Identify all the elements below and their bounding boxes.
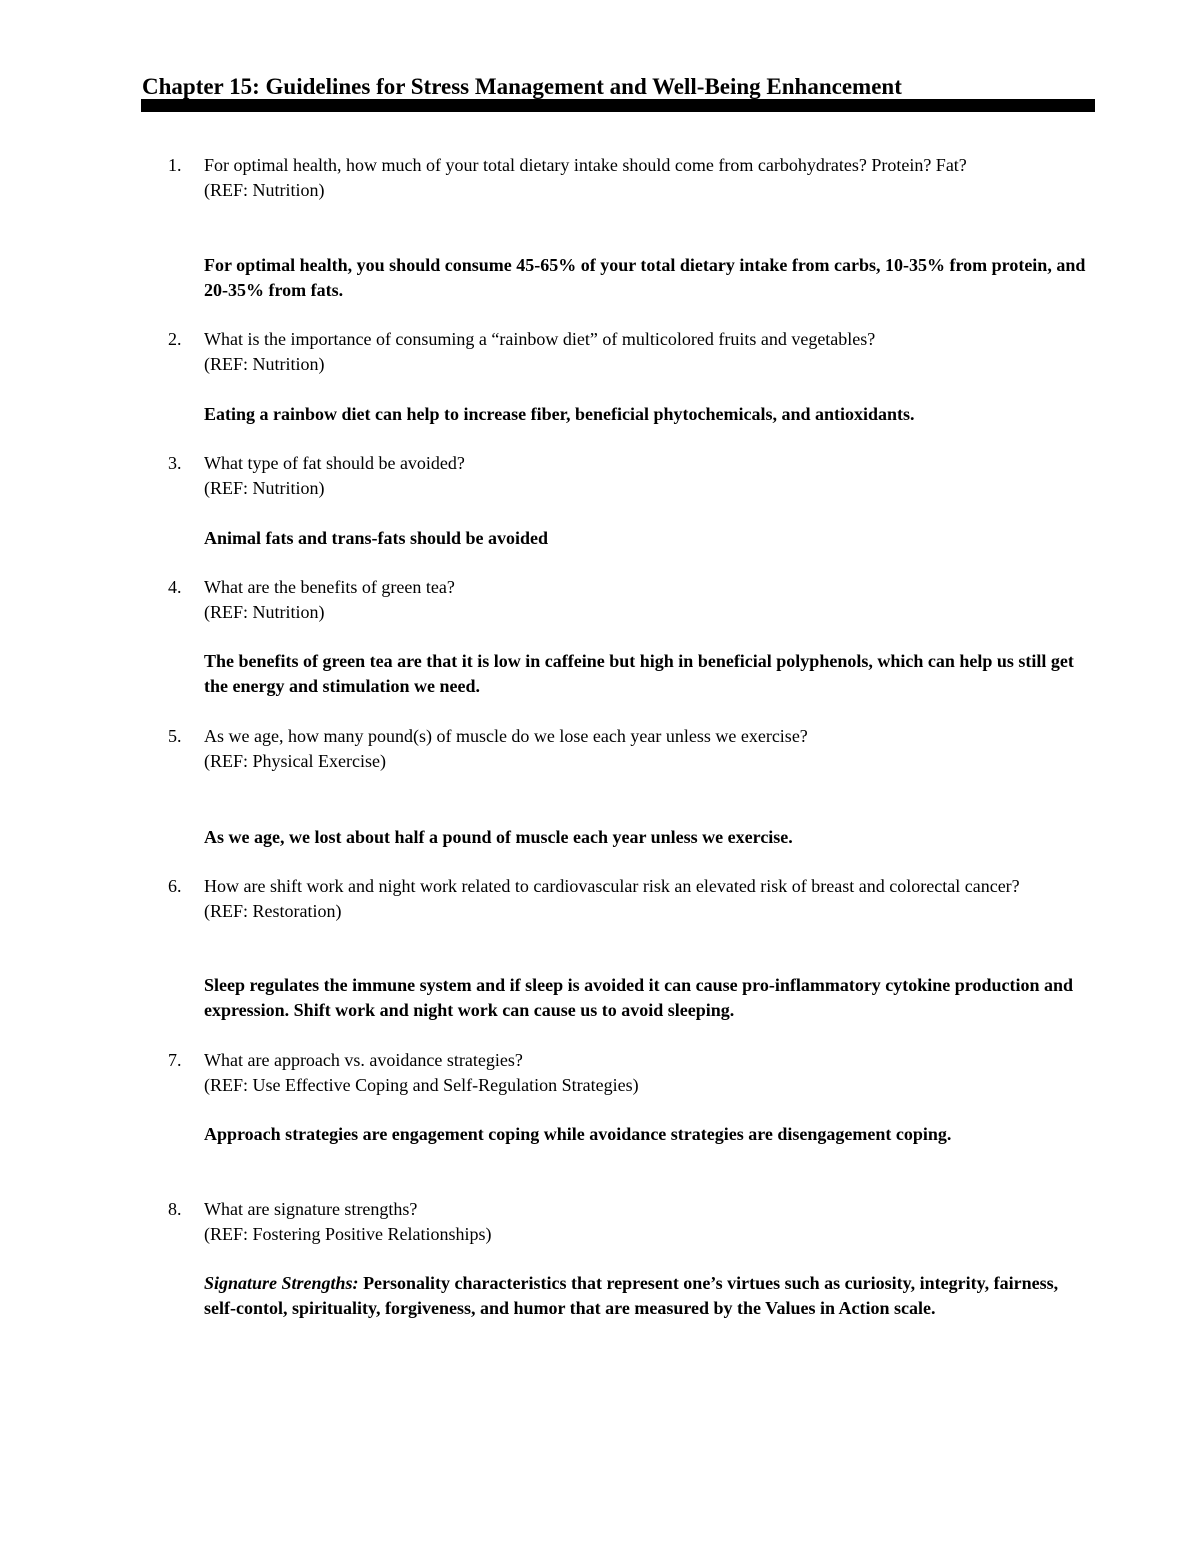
question-reference: (REF: Physical Exercise)	[204, 751, 386, 771]
question-number: 5.	[168, 726, 182, 746]
question-reference: (REF: Nutrition)	[204, 602, 325, 622]
question-reference: (REF: Fostering Positive Relationships)	[204, 1224, 492, 1244]
question-prompt: How are shift work and night work related to cardiovascular risk an elevated risk of breast and colorectal cancer?	[204, 876, 1020, 896]
title-rule	[141, 99, 1095, 112]
question-number: 6.	[168, 876, 182, 896]
answer-text	[204, 1271, 1094, 1321]
question-text	[204, 874, 1034, 924]
question-reference: (REF: Nutrition)	[204, 180, 325, 200]
question-number: 1.	[168, 155, 182, 175]
question-text	[204, 153, 1084, 203]
question-prompt: What are approach vs. avoidance strategies?	[204, 1050, 523, 1070]
page-title: Chapter 15: Guidelines for Stress Management and Well-Being Enhancement	[142, 74, 902, 99]
question-number: 8.	[168, 1199, 182, 1219]
question-number: 7.	[168, 1050, 182, 1070]
question-reference: (REF: Nutrition)	[204, 354, 325, 374]
question-prompt: What type of fat should be avoided?	[204, 453, 465, 473]
question-prompt: As we age, how many pound(s) of muscle do we lose each year unless we exercise?	[204, 726, 808, 746]
answer-text: As we age, we lost about half a pound of muscle each year unless we exercise.	[204, 827, 793, 847]
question-reference: (REF: Use Effective Coping and Self-Regulation Strategies)	[204, 1075, 639, 1095]
question-text	[204, 1048, 1104, 1098]
question-prompt: What are the benefits of green tea?	[204, 577, 455, 597]
question-reference: (REF: Restoration)	[204, 901, 342, 921]
question-text	[204, 327, 1104, 377]
question-number: 2.	[168, 329, 182, 349]
question-prompt: For optimal health, how much of your total dietary intake should come from carbohydrates? Protein? Fat?	[204, 155, 967, 175]
question-prompt: What are signature strengths?	[204, 1199, 418, 1219]
question-text	[204, 724, 1104, 774]
answer-text: The benefits of green tea are that it is low in caffeine but high in beneficial polyphenols, which can help us still get the energy and stimulation we need.	[204, 651, 1074, 696]
question-text	[204, 1197, 1104, 1247]
question-prompt: What is the importance of consuming a “rainbow diet” of multicolored fruits and vegetables?	[204, 329, 876, 349]
question-reference: (REF: Nutrition)	[204, 478, 325, 498]
answer-definition: Personality characteristics that represent one’s virtues such as curiosity, integrity, fairness, self-contol, spirituality, forgiveness, and humor that are measured by the Values in Action scale.	[204, 1273, 1059, 1318]
answer-text: Animal fats and trans-fats should be avoided	[204, 528, 549, 548]
answer-text: Eating a rainbow diet can help to increase fiber, beneficial phytochemicals, and antioxidants.	[204, 404, 915, 424]
answer-text: Approach strategies are engagement coping while avoidance strategies are disengagement coping.	[204, 1124, 952, 1144]
question-text	[204, 451, 1104, 501]
answer-term: Signature Strengths:	[204, 1273, 359, 1293]
answer-text: For optimal health, you should consume 45-65% of your total dietary intake from carbs, 10-35% from protein, and 20-35% from fats.	[204, 255, 1086, 300]
question-text	[204, 575, 1104, 625]
answer-text: Sleep regulates the immune system and if sleep is avoided it can cause pro-inflammatory cytokine production and expression. Shift work and night work can cause us to avoid sleeping.	[204, 975, 1074, 1020]
question-number: 3.	[168, 453, 182, 473]
question-number: 4.	[168, 577, 182, 597]
